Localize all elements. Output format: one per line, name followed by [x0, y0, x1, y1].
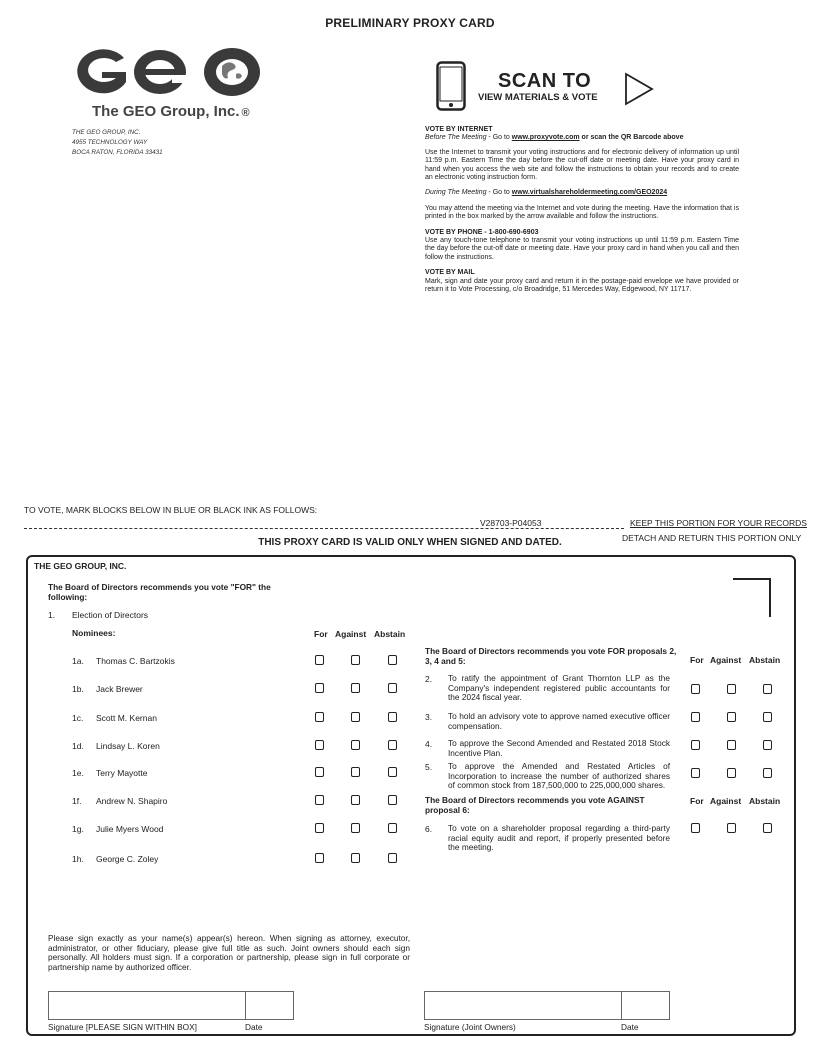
col-abstain-right-2: Abstain	[749, 796, 781, 806]
nominee-number: 1c.	[72, 713, 84, 723]
vote-abstain-checkbox[interactable]	[388, 655, 397, 665]
proposal-text: To approve the Second Amended and Restated 2018 Stock Incentive Plan.	[448, 738, 670, 758]
proposal-text: To hold an advisory vote to approve named executive officer compensation.	[448, 711, 670, 731]
vote-against-checkbox[interactable]	[727, 712, 736, 722]
vote-for-checkbox[interactable]	[315, 712, 324, 722]
nominee-name: George C. Zoley	[96, 854, 159, 864]
vote-abstain-checkbox[interactable]	[763, 740, 772, 750]
vote-for-checkbox[interactable]	[691, 684, 700, 694]
col-abstain-left: Abstain	[374, 629, 406, 639]
detach-line	[24, 528, 624, 529]
vote-for-checkbox[interactable]	[315, 853, 324, 863]
proposal-text: To vote on a shareholder proposal regarding a third-party racial equity audit and report, if properly presented before the meeting.	[448, 823, 670, 852]
vote-for-checkbox[interactable]	[315, 655, 324, 665]
nominee-name: Terry Mayotte	[96, 768, 148, 778]
vote-against-checkbox[interactable]	[727, 740, 736, 750]
proposal-number: 6.	[425, 824, 433, 834]
vote-for-checkbox[interactable]	[691, 712, 700, 722]
corner-mark	[733, 578, 771, 617]
signature-box[interactable]	[48, 991, 246, 1020]
joint-signature-label: Signature (Joint Owners)	[424, 1022, 516, 1032]
item-1-title: Election of Directors	[72, 610, 149, 620]
signing-instructions: Please sign exactly as your name(s) appear(s) hereon. When signing as attorney, executor, administrator, or other fiduciary, please give full title as such. Joint owners should each sign personally. All holders must sign. If a corporation or partnership, please sign in full corporate or partnership name by authorized officer.	[48, 933, 410, 973]
vote-against-checkbox[interactable]	[727, 684, 736, 694]
item-1-number: 1.	[48, 610, 56, 620]
nominee-name: Julie Myers Wood	[96, 824, 164, 834]
col-against-left: Against	[335, 629, 367, 639]
vote-abstain-checkbox[interactable]	[763, 768, 772, 778]
col-abstain-right-1: Abstain	[749, 655, 781, 665]
board-recommendation-2: The Board of Directors recommends you vote FOR proposals 2, 3, 4 and 5:	[425, 646, 677, 666]
proposal-text: To approve the Amended and Restated Articles of Incorporation to increase the number of authorized shares of common stock from 187,500,000 to 225,000,000 shares.	[448, 761, 670, 790]
nominee-number: 1b.	[72, 684, 84, 694]
vote-abstain-checkbox[interactable]	[763, 823, 772, 833]
vote-abstain-checkbox[interactable]	[388, 767, 397, 777]
col-for-left: For	[314, 629, 328, 639]
vote-for-checkbox[interactable]	[315, 767, 324, 777]
view-materials-label: VIEW MATERIALS & VOTE	[478, 92, 598, 103]
vote-against-checkbox[interactable]	[727, 823, 736, 833]
vote-against-checkbox[interactable]	[351, 683, 360, 693]
nominee-number: 1f.	[72, 796, 82, 806]
nominee-number: 1h.	[72, 854, 84, 864]
proposal-number: 5.	[425, 762, 433, 772]
signature-label: Signature [PLEASE SIGN WITHIN BOX]	[48, 1022, 197, 1032]
vote-for-checkbox[interactable]	[315, 795, 324, 805]
proposal-number: 3.	[425, 712, 433, 722]
geo-logo-icon	[72, 44, 262, 100]
phone-icon	[436, 61, 466, 111]
arrow-right-icon	[624, 72, 654, 106]
col-for-right-2: For	[690, 796, 704, 806]
vote-for-checkbox[interactable]	[691, 768, 700, 778]
nominee-number: 1e.	[72, 768, 84, 778]
vote-abstain-checkbox[interactable]	[388, 823, 397, 833]
vote-against-checkbox[interactable]	[727, 768, 736, 778]
vote-abstain-checkbox[interactable]	[763, 684, 772, 694]
page-title: PRELIMINARY PROXY CARD	[325, 16, 495, 30]
nominee-name: Andrew N. Shapiro	[96, 796, 168, 806]
control-id: V28703-P04053	[480, 518, 542, 528]
vote-for-checkbox[interactable]	[315, 740, 324, 750]
vote-against-checkbox[interactable]	[351, 740, 360, 750]
nominee-number: 1d.	[72, 741, 84, 751]
vote-abstain-checkbox[interactable]	[388, 740, 397, 750]
col-for-right-1: For	[690, 655, 704, 665]
virtual-meeting-link[interactable]: www.virtualshareholdermeeting.com/GEO2024	[511, 189, 668, 197]
vote-against-checkbox[interactable]	[351, 767, 360, 777]
nominees-label: Nominees:	[72, 628, 116, 638]
mark-blocks-instruction: TO VOTE, MARK BLOCKS BELOW IN BLUE OR BLACK INK AS FOLLOWS:	[24, 505, 318, 515]
col-against-right-2: Against	[710, 796, 742, 806]
vote-for-checkbox[interactable]	[691, 740, 700, 750]
nominee-name: Scott M. Kernan	[96, 713, 157, 723]
voting-instructions: VOTE BY INTERNET Before The Meeting - Go to www.proxyvote.com or scan the QR Barcode above Use the Internet to transmit your voting instructions and for electronic delivery of information up until 11:59 p.m. Eastern Time the day before the cut-off date or meeting date. Have your proxy card in hand when you access the web site and follow the instructions to obtain your records and to create an electronic voting instruction form. During The Meeting - Go to www.virtualshareholdermeeting.com/GEO2024 You may attend the meeting via the Internet and vote during the meeting. Have the information that is printed in the box marked by the arrow available and follow the instructions. VOTE BY PHONE - 1-800-690-6903 Use any touch-tone telephone to transmit your voting instructions up until 11:59 p.m. Eastern Time the day before the cut-off date or meeting date. Have your proxy card in hand when you call and then follow the instructions. VOTE BY MAIL Mark, sign and date your proxy card and return it in the postage-paid envelope we have provided or return it to Vote Processing, c/o Broadridge, 51 Mercedes Way, Edgewood, NY 11717.	[425, 126, 739, 294]
nominee-name: Jack Brewer	[96, 684, 143, 694]
joint-date-box[interactable]	[621, 991, 670, 1020]
vote-abstain-checkbox[interactable]	[388, 683, 397, 693]
vote-against-checkbox[interactable]	[351, 655, 360, 665]
nominee-number: 1a.	[72, 656, 84, 666]
vote-against-checkbox[interactable]	[351, 823, 360, 833]
proxyvote-link[interactable]: www.proxyvote.com	[511, 134, 580, 142]
detach-label: DETACH AND RETURN THIS PORTION ONLY	[622, 533, 802, 543]
col-against-right-1: Against	[710, 655, 742, 665]
company-name: The GEO Group, Inc. ®	[92, 103, 250, 120]
vote-against-checkbox[interactable]	[351, 712, 360, 722]
nominee-name: Lindsay L. Koren	[96, 741, 160, 751]
company-address: THE GEO GROUP, INC. 4955 TECHNOLOGY WAY BOCA RATON, FLORIDA 33431	[72, 129, 163, 156]
board-recommendation-1: The Board of Directors recommends you vote "FOR" the following:	[48, 582, 271, 602]
nominee-name: Thomas C. Bartzokis	[96, 656, 175, 666]
joint-signature-box[interactable]	[424, 991, 622, 1020]
date-label: Date	[245, 1022, 263, 1032]
proposal-number: 2.	[425, 674, 433, 684]
board-recommendation-3: The Board of Directors recommends you vote AGAINST proposal 6:	[425, 795, 645, 815]
vote-for-checkbox[interactable]	[691, 823, 700, 833]
vote-against-checkbox[interactable]	[351, 853, 360, 863]
proposal-text: To ratify the appointment of Grant Thornton LLP as the Company's independent registered public accountants for the 2024 fiscal year.	[448, 673, 670, 702]
card-company-name: THE GEO GROUP, INC.	[34, 561, 127, 571]
vote-for-checkbox[interactable]	[315, 823, 324, 833]
nominee-number: 1g.	[72, 824, 84, 834]
date-box[interactable]	[245, 991, 294, 1020]
vote-for-checkbox[interactable]	[315, 683, 324, 693]
joint-date-label: Date	[621, 1022, 639, 1032]
vote-abstain-checkbox[interactable]	[763, 712, 772, 722]
vote-against-checkbox[interactable]	[351, 795, 360, 805]
proposal-number: 4.	[425, 739, 433, 749]
scan-to-heading: SCAN TO	[498, 70, 592, 92]
valid-notice: THIS PROXY CARD IS VALID ONLY WHEN SIGNED AND DATED.	[258, 537, 562, 548]
vote-abstain-checkbox[interactable]	[388, 795, 397, 805]
vote-abstain-checkbox[interactable]	[388, 712, 397, 722]
keep-portion-label: KEEP THIS PORTION FOR YOUR RECORDS	[630, 518, 807, 528]
vote-abstain-checkbox[interactable]	[388, 853, 397, 863]
